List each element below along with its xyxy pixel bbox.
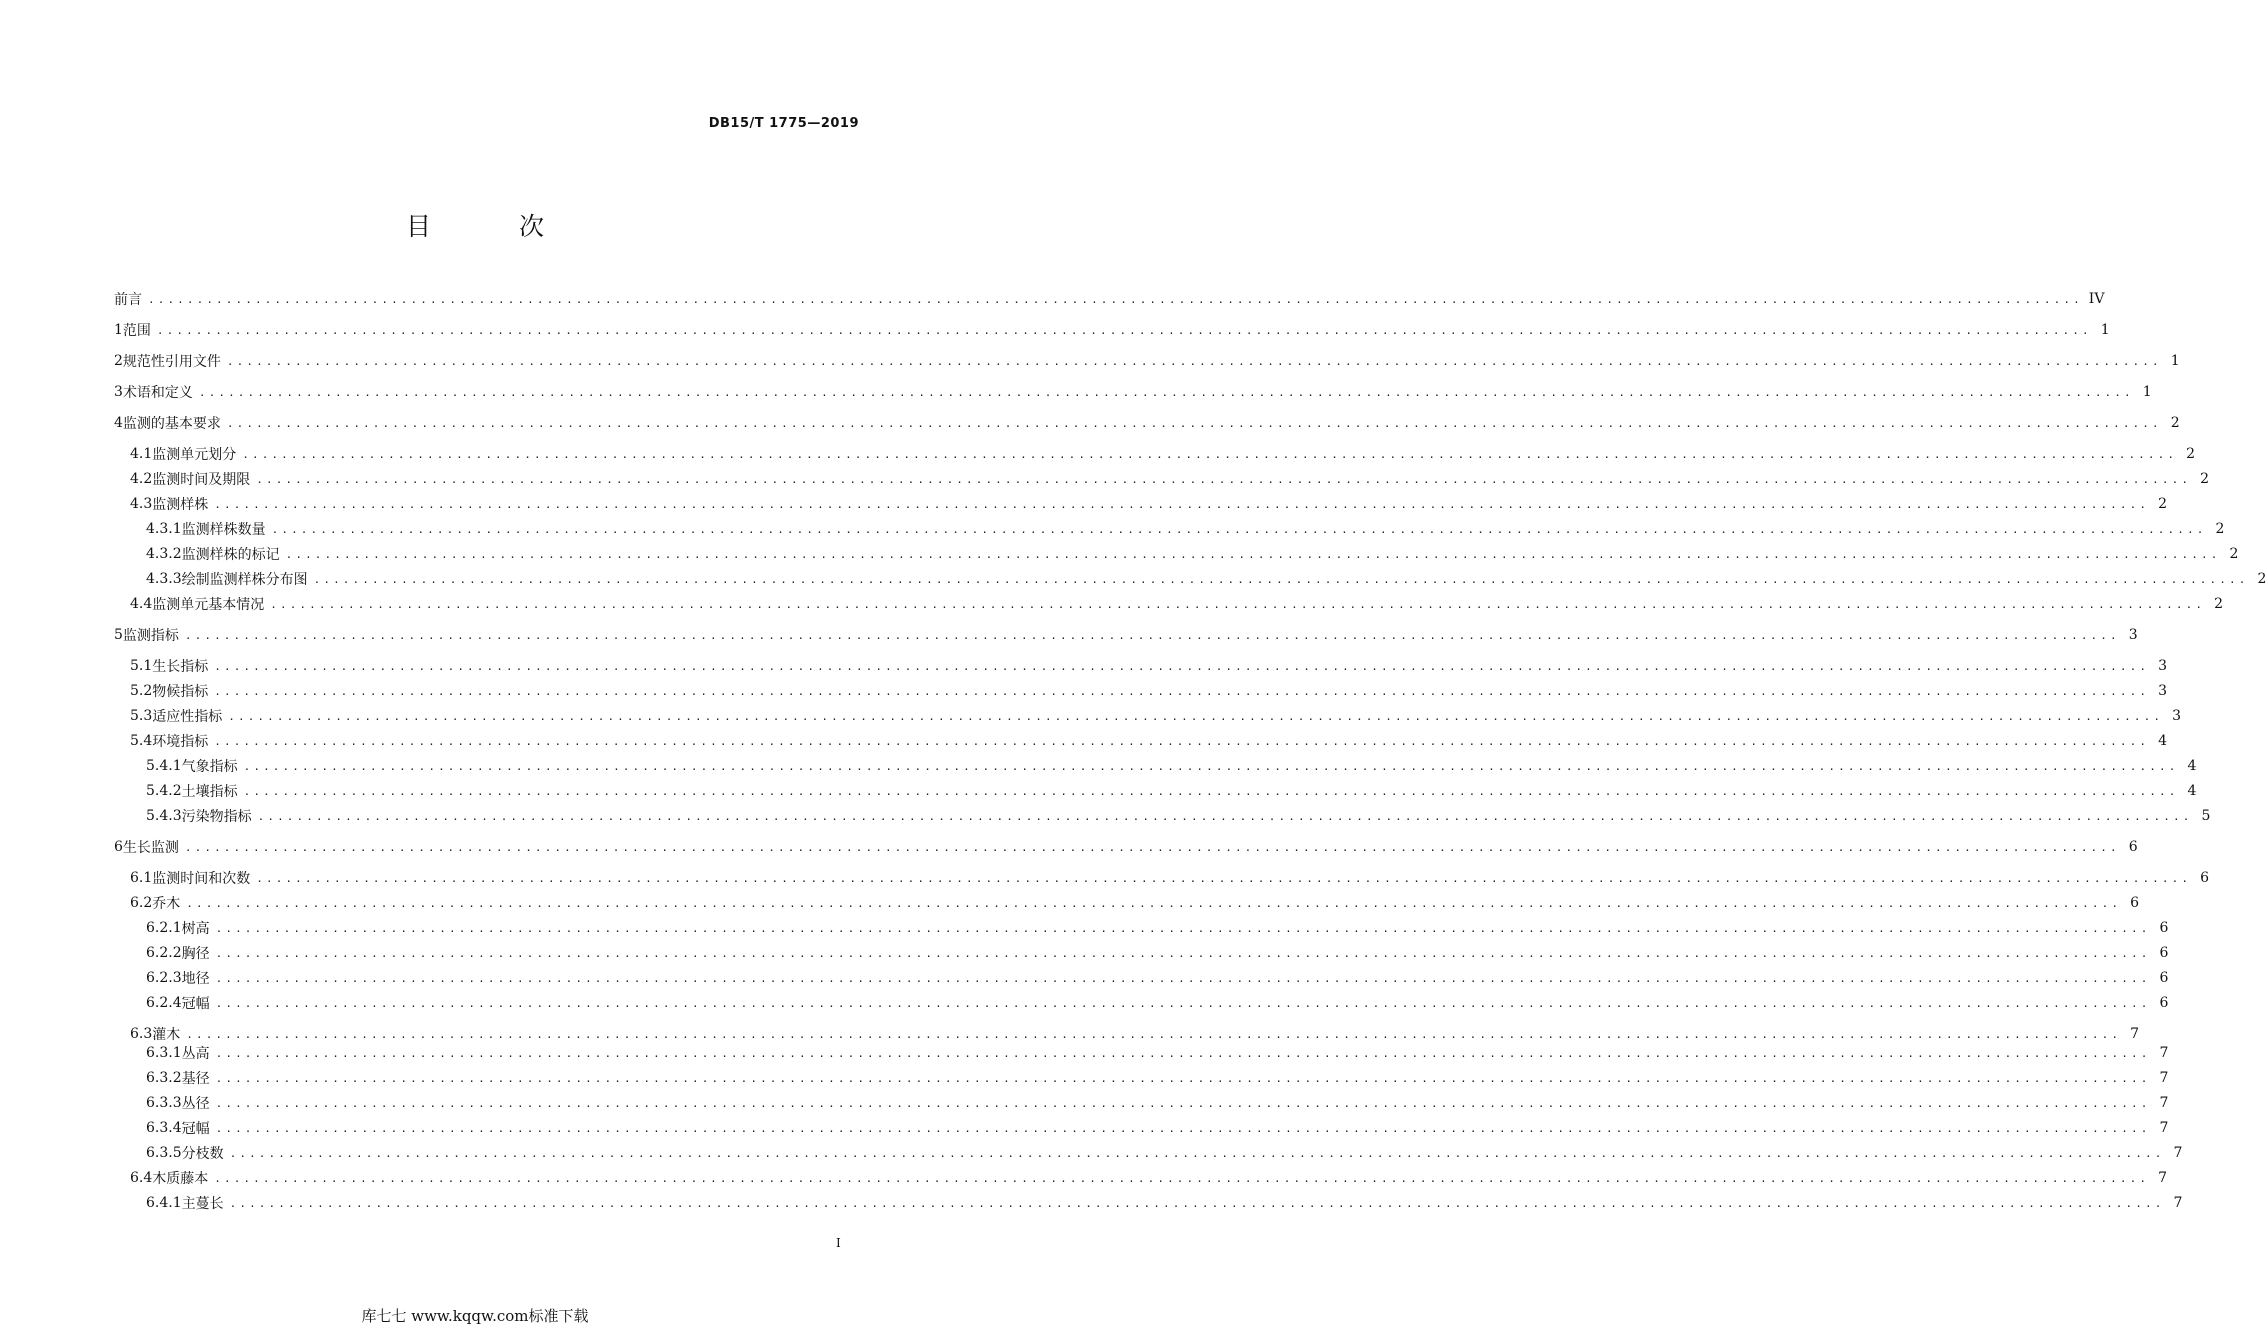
toc-section-number: 6.3.4	[146, 1120, 182, 1136]
toc-entry[interactable]	[146, 781, 2197, 801]
toc-page-number: 2	[2214, 596, 2224, 612]
toc-section-title: 物候指标	[152, 684, 209, 700]
toc-section-number: 4.3.1	[146, 521, 182, 537]
toc-section-number: 4.3.3	[146, 571, 182, 587]
toc-section-title: 监测样株的标记	[181, 547, 280, 563]
toc-entry[interactable]	[130, 494, 2168, 514]
toc-page-number: 6	[2200, 870, 2210, 886]
toc-leader-dots: .......................................................................................................................................................................................................	[215, 971, 2151, 985]
toc-leader-dots: .......................................................................................................................................................................................................	[285, 547, 2221, 561]
toc-page-number: 7	[2159, 1120, 2169, 1136]
toc-leader-dots: .......................................................................................................................................................................................................	[256, 871, 2192, 885]
toc-section-number: 3	[114, 384, 123, 400]
toc-page-number: 3	[2158, 683, 2168, 699]
toc-page-number: 5	[2201, 808, 2211, 824]
toc-leader-dots: .......................................................................................................................................................................................................	[214, 684, 2150, 698]
toc-leader-dots: .......................................................................................................................................................................................................	[257, 809, 2193, 823]
toc-section-title: 主蔓长	[181, 1196, 224, 1212]
toc-section-title: 监测的基本要求	[122, 416, 221, 432]
toc-leader-dots: .......................................................................................................................................................................................................	[256, 472, 2192, 486]
toc-page-number: 7	[2159, 1045, 2169, 1061]
toc-section-number: 4.3.2	[146, 546, 182, 562]
toc-section-number: 6.3.1	[146, 1045, 182, 1061]
toc-leader-dots: .......................................................................................................................................................................................................	[186, 896, 2122, 910]
toc-section-number: 2	[114, 353, 123, 369]
toc-page-number: 7	[2173, 1195, 2183, 1211]
toc-section-number: 6.2.3	[146, 970, 182, 986]
toc-section-title: 前言	[114, 292, 142, 308]
toc-section-number: 5.4.3	[146, 808, 182, 824]
toc-leader-dots: .......................................................................................................................................................................................................	[214, 1171, 2150, 1185]
toc-section-number: 6.4.1	[146, 1195, 182, 1211]
toc-section-title: 术语和定义	[122, 385, 193, 401]
toc-entry[interactable]	[146, 806, 2211, 826]
toc-entry[interactable]	[146, 1068, 2169, 1088]
toc-page-number: 6	[2159, 970, 2169, 986]
toc-section-number: 6.2	[130, 895, 153, 911]
toc-section-title: 生长指标	[152, 659, 209, 675]
toc-section-title: 监测样株	[152, 497, 209, 513]
toc-section-title: 监测单元基本情况	[152, 597, 265, 613]
toc-entry[interactable]	[130, 469, 2210, 489]
toc-section-title: 木质藤本	[152, 1171, 209, 1187]
footer-watermark: 库七七 www.kqqw.com标准下载	[361, 1307, 589, 1325]
toc-section-number: 6.2.2	[146, 945, 182, 961]
toc-entry[interactable]	[146, 1143, 2183, 1163]
toc-section-title: 乔木	[152, 896, 181, 912]
toc-section-number: 4	[114, 415, 123, 431]
toc-section-title: 环境指标	[152, 734, 209, 750]
toc-section-title: 范围	[122, 323, 151, 339]
toc-page-number: 7	[2159, 1070, 2169, 1086]
toc-leader-dots: .......................................................................................................................................................................................................	[215, 1071, 2151, 1085]
toc-section-number: 6	[114, 839, 123, 855]
toc-section-title: 气象指标	[181, 759, 238, 775]
toc-section-number: 6.3.5	[146, 1145, 182, 1161]
toc-entry[interactable]	[130, 444, 2196, 464]
toc-page-number: 2	[2229, 546, 2239, 562]
toc-leader-dots: .......................................................................................................................................................................................................	[214, 734, 2150, 748]
toc-section-title: 监测时间和次数	[152, 871, 251, 887]
toc-section-title: 监测样株数量	[181, 522, 266, 538]
toc-page-number: 4	[2187, 758, 2197, 774]
toc-section-title: 冠幅	[181, 996, 210, 1012]
toc-leader-dots: .......................................................................................................................................................................................................	[215, 1046, 2151, 1060]
toc-page-number: 7	[2158, 1170, 2168, 1186]
toc-section-number: 5.1	[130, 658, 153, 674]
toc-entry[interactable]	[130, 731, 2168, 751]
toc-section-title: 冠幅	[181, 1121, 210, 1137]
toc-page-number: 2	[2158, 496, 2168, 512]
toc-entry[interactable]	[146, 1118, 2169, 1138]
toc-leader-dots: .......................................................................................................................................................................................................	[148, 292, 2083, 306]
toc-entry[interactable]	[114, 320, 2110, 340]
toc-section-title: 土壤指标	[181, 784, 238, 800]
toc-section-title: 污染物指标	[181, 809, 252, 825]
toc-entry[interactable]	[130, 893, 2140, 913]
toc-leader-dots: .......................................................................................................................................................................................................	[313, 572, 2249, 586]
toc-page-number: 1	[2142, 384, 2152, 400]
toc-section-number: 5.4	[130, 733, 153, 749]
toc-entry[interactable]	[130, 594, 2224, 614]
toc-leader-dots: .......................................................................................................................................................................................................	[229, 1196, 2165, 1210]
toc-section-number: 6.2.4	[146, 995, 182, 1011]
toc-page-number: 3	[2172, 708, 2182, 724]
toc-entry[interactable]	[114, 413, 2180, 433]
page-title: 目 次	[406, 212, 584, 241]
toc-page-number: 2	[2170, 415, 2180, 431]
toc-page-number: 3	[2158, 658, 2168, 674]
toc-section-title: 丛径	[181, 1096, 210, 1112]
toc-page-number: 7	[2173, 1145, 2183, 1161]
toc-leader-dots: .......................................................................................................................................................................................................	[186, 1027, 2122, 1041]
toc-page-number: 2	[2215, 521, 2225, 537]
toc-section-number: 4.2	[130, 471, 153, 487]
toc-section-title: 树高	[181, 921, 210, 937]
toc-entry[interactable]	[114, 625, 2138, 645]
toc-leader-dots: .......................................................................................................................................................................................................	[228, 709, 2164, 723]
toc-leader-dots: .......................................................................................................................................................................................................	[215, 1096, 2151, 1110]
toc-page-number: 1	[2170, 353, 2180, 369]
toc-page-number: 2	[2257, 571, 2266, 587]
toc-page-number: IV	[2088, 291, 2105, 307]
toc-entry[interactable]	[146, 993, 2169, 1013]
toc-section-number: 6.3	[130, 1026, 153, 1042]
toc-leader-dots: .......................................................................................................................................................................................................	[198, 385, 2134, 399]
toc-section-title: 生长监测	[122, 840, 179, 856]
toc-entry[interactable]	[114, 837, 2138, 857]
toc-section-number: 5.3	[130, 708, 153, 724]
toc-entry[interactable]	[130, 681, 2168, 701]
toc-section-number: 6.3.3	[146, 1095, 182, 1111]
toc-section-number: 4.3	[130, 496, 153, 512]
toc-section-title: 胸径	[181, 946, 210, 962]
toc-section-title: 分枝数	[181, 1146, 224, 1162]
toc-section-title: 基径	[181, 1071, 210, 1087]
toc-leader-dots: .......................................................................................................................................................................................................	[215, 1121, 2151, 1135]
toc-leader-dots: .......................................................................................................................................................................................................	[226, 416, 2162, 430]
toc-section-title: 绘制监测样株分布图	[181, 572, 308, 588]
toc-page-number: 6	[2128, 839, 2138, 855]
toc-section-title: 灌木	[152, 1027, 181, 1043]
toc-section-number: 1	[114, 322, 123, 338]
toc-page-number: 6	[2159, 920, 2169, 936]
toc-entry[interactable]	[114, 382, 2152, 402]
toc-leader-dots: .......................................................................................................................................................................................................	[184, 628, 2120, 642]
toc-page-number: 1	[2100, 322, 2110, 338]
toc-entry[interactable]	[130, 868, 2210, 888]
toc-leader-dots: .......................................................................................................................................................................................................	[214, 659, 2150, 673]
toc-leader-dots: .......................................................................................................................................................................................................	[226, 354, 2162, 368]
toc-page-number: 6	[2159, 995, 2169, 1011]
toc-section-title: 监测时间及期限	[152, 472, 251, 488]
toc-entry[interactable]	[146, 544, 2239, 564]
toc-entry[interactable]	[146, 756, 2197, 776]
toc-section-number: 5.2	[130, 683, 153, 699]
page-number: I	[836, 1236, 841, 1250]
toc-entry[interactable]	[146, 1193, 2183, 1213]
toc-page-number: 6	[2159, 945, 2169, 961]
toc-entry[interactable]	[114, 351, 2180, 371]
toc-section-title: 监测指标	[122, 628, 179, 644]
toc-section-title: 监测单元划分	[152, 447, 237, 463]
toc-section-title: 适应性指标	[152, 709, 223, 725]
toc-page-number: 2	[2186, 446, 2196, 462]
toc-section-number: 5	[114, 627, 123, 643]
toc-entry[interactable]	[114, 289, 2105, 309]
toc-leader-dots: .......................................................................................................................................................................................................	[184, 840, 2120, 854]
toc-page-number: 7	[2130, 1026, 2140, 1042]
toc-leader-dots: .......................................................................................................................................................................................................	[214, 497, 2150, 511]
toc-leader-dots: .......................................................................................................................................................................................................	[215, 946, 2151, 960]
toc-entry[interactable]	[130, 656, 2168, 676]
toc-section-number: 4.4	[130, 596, 153, 612]
toc-section-number: 5.4.1	[146, 758, 182, 774]
toc-leader-dots: .......................................................................................................................................................................................................	[229, 1146, 2165, 1160]
toc-leader-dots: .......................................................................................................................................................................................................	[242, 447, 2178, 461]
toc-section-number: 6.3.2	[146, 1070, 182, 1086]
toc-leader-dots: .......................................................................................................................................................................................................	[271, 522, 2207, 536]
toc-page-number: 6	[2130, 895, 2140, 911]
toc-entry[interactable]	[146, 519, 2225, 539]
toc-section-number: 6.1	[130, 870, 153, 886]
toc-entry[interactable]	[146, 918, 2169, 938]
toc-leader-dots: .......................................................................................................................................................................................................	[243, 759, 2179, 773]
toc-section-number: 6.2.1	[146, 920, 182, 936]
toc-page-number: 3	[2128, 627, 2138, 643]
toc-section-number: 4.1	[130, 446, 153, 462]
toc-leader-dots: .......................................................................................................................................................................................................	[215, 996, 2151, 1010]
toc-leader-dots: .......................................................................................................................................................................................................	[243, 784, 2179, 798]
toc-entry[interactable]	[130, 706, 2182, 726]
standard-number: DB15/T 1775—2019	[708, 116, 859, 131]
toc-section-title: 地径	[181, 971, 210, 987]
toc-section-number: 5.4.2	[146, 783, 182, 799]
toc-section-number: 6.4	[130, 1170, 153, 1186]
toc-page-number: 2	[2200, 471, 2210, 487]
toc-entry[interactable]	[146, 1043, 2169, 1063]
toc-entry[interactable]	[146, 1093, 2169, 1113]
toc-page-number: 4	[2187, 783, 2197, 799]
toc-entry[interactable]	[130, 1024, 2140, 1044]
toc-page-number: 7	[2159, 1095, 2169, 1111]
toc-section-title: 规范性引用文件	[122, 354, 221, 370]
toc-page-number: 4	[2158, 733, 2168, 749]
toc-section-title: 丛高	[181, 1046, 210, 1062]
toc-leader-dots: .......................................................................................................................................................................................................	[270, 597, 2206, 611]
toc-leader-dots: .......................................................................................................................................................................................................	[215, 921, 2151, 935]
toc-entry[interactable]	[146, 968, 2169, 988]
toc-entry[interactable]	[130, 1168, 2168, 1188]
toc-leader-dots: .......................................................................................................................................................................................................	[156, 323, 2092, 337]
toc-entry[interactable]	[146, 943, 2169, 963]
toc-entry[interactable]	[146, 569, 2266, 589]
